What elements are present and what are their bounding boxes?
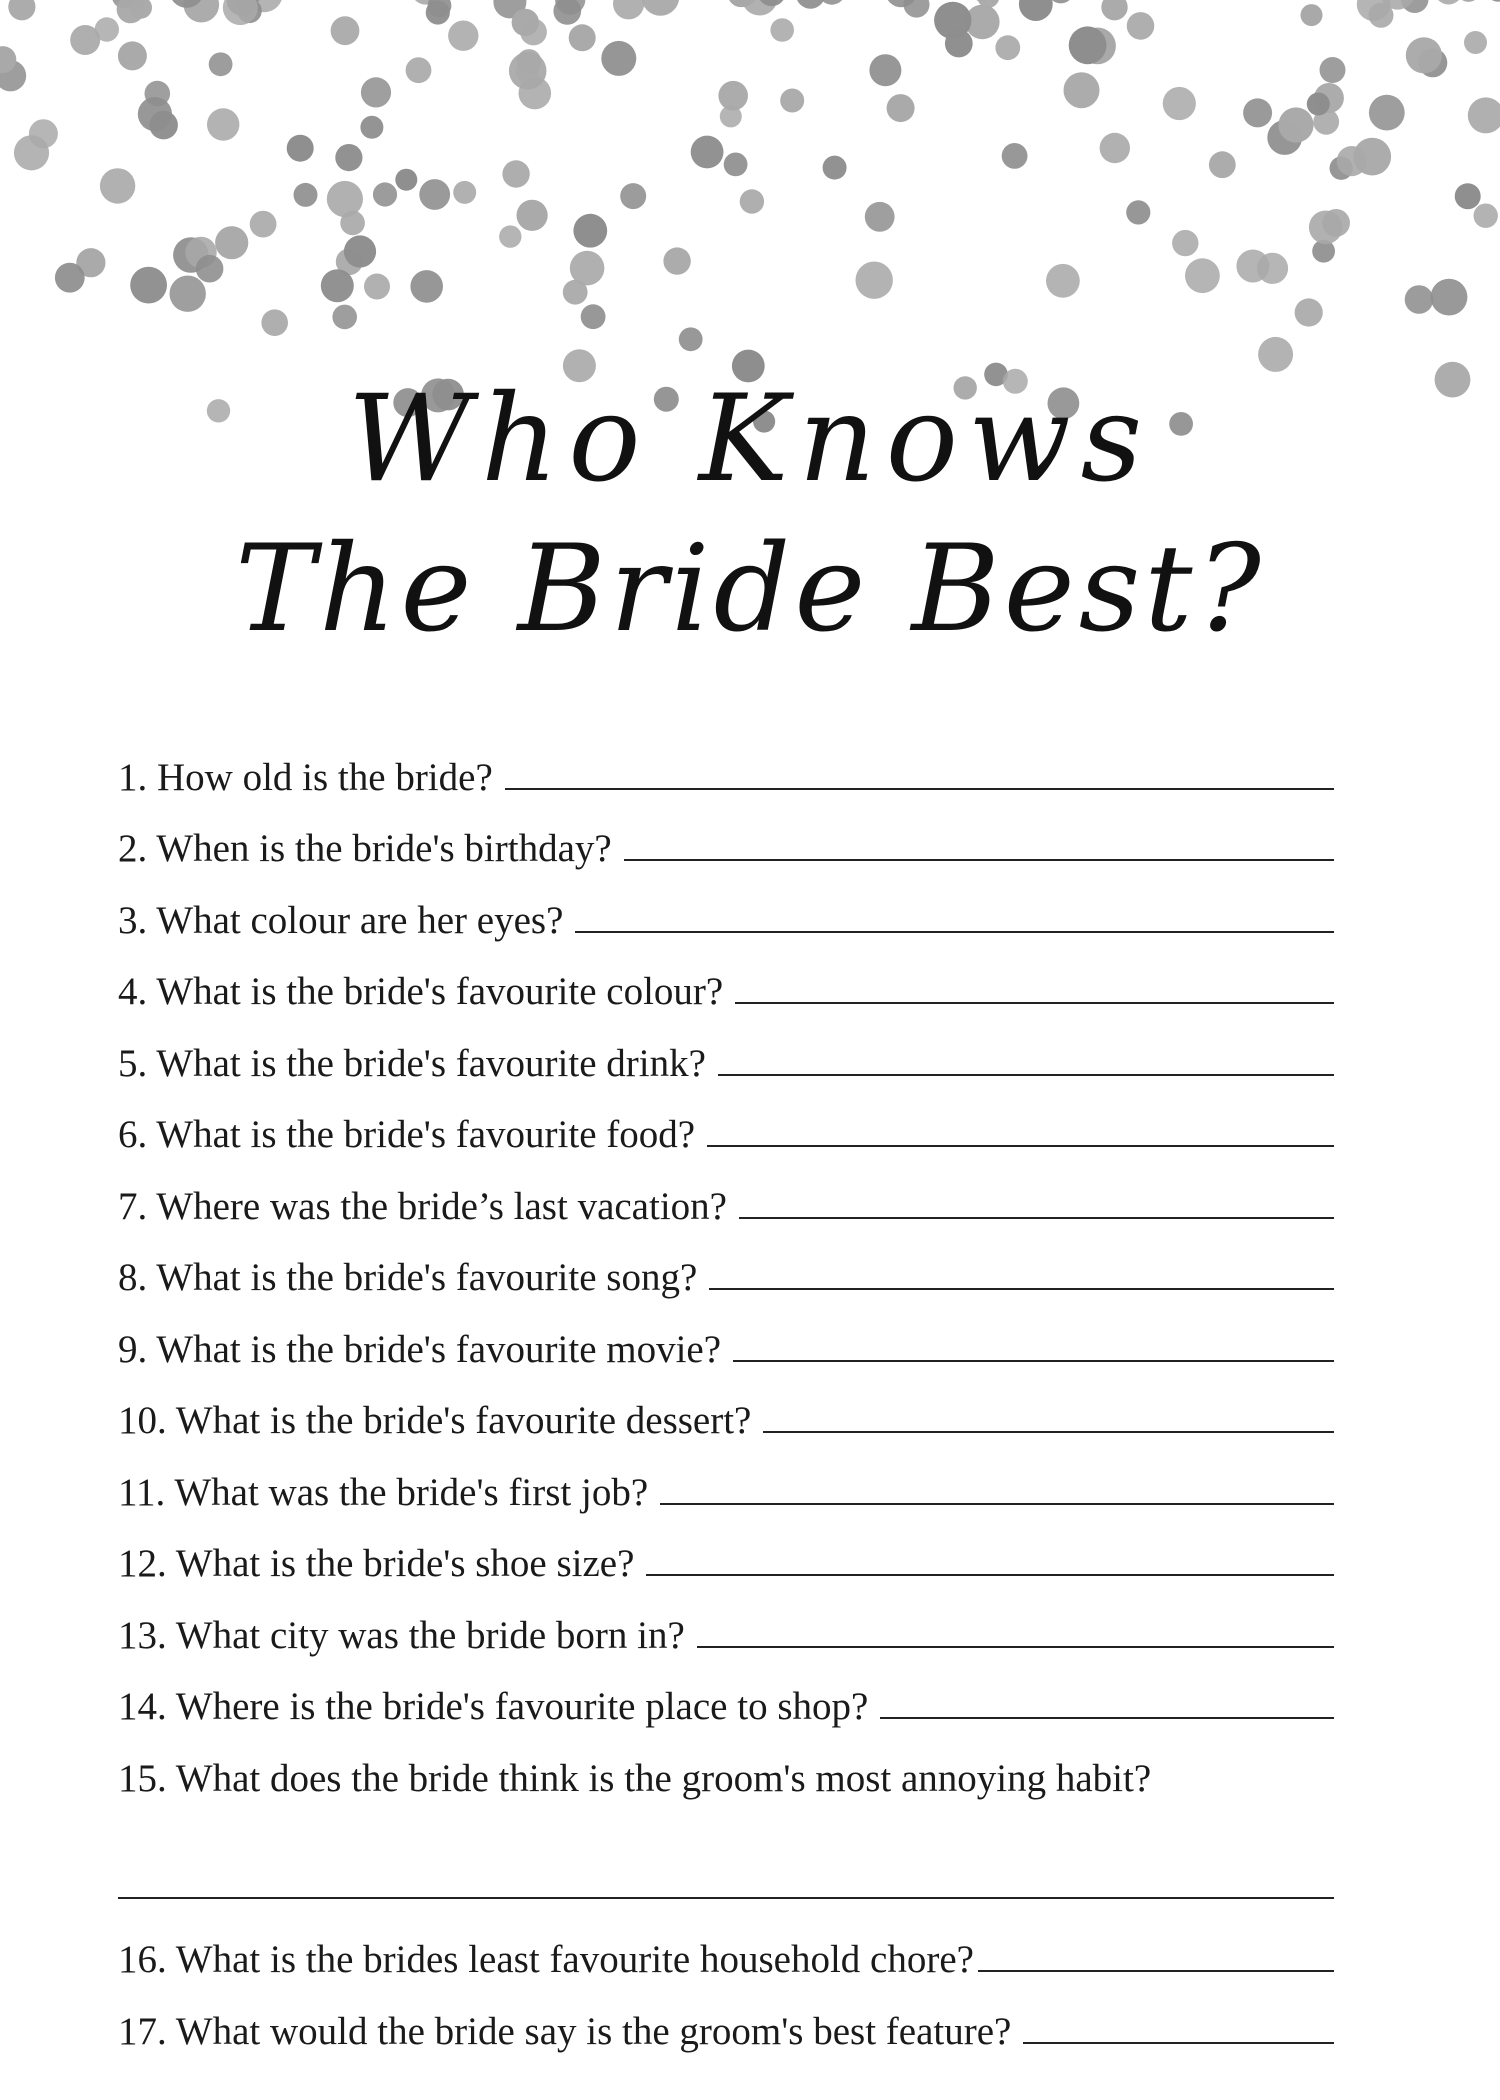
confetti-dot xyxy=(261,309,288,336)
confetti-dot xyxy=(406,57,432,83)
confetti-dot xyxy=(796,0,825,9)
confetti-dot xyxy=(1100,133,1130,163)
confetti-dot xyxy=(502,160,529,187)
confetti-dot xyxy=(1243,98,1272,127)
confetti-dot xyxy=(287,135,314,162)
confetti-dot xyxy=(344,235,376,267)
confetti-dot xyxy=(1064,72,1100,108)
confetti-dot xyxy=(512,9,539,36)
confetti-dot xyxy=(360,116,383,139)
confetti-dot xyxy=(573,214,607,248)
confetti-dot xyxy=(170,276,206,312)
answer-line[interactable] xyxy=(505,788,1334,790)
title-line-1: Who Knows xyxy=(347,370,1153,509)
answer-line[interactable] xyxy=(763,1431,1334,1433)
question-7 xyxy=(118,1157,1334,1229)
confetti-dot xyxy=(1002,143,1028,169)
question-text: 11. What was the bride's first job? xyxy=(118,1470,649,1514)
confetti-dot xyxy=(1163,87,1196,120)
question-text: 9. What is the bride's favourite movie? xyxy=(118,1327,722,1371)
question-15-answer-row xyxy=(118,1801,1334,1911)
confetti-dot xyxy=(207,108,239,140)
confetti-dot xyxy=(215,226,248,259)
confetti-dot xyxy=(1369,95,1405,131)
question-12 xyxy=(118,1515,1334,1587)
confetti-dot xyxy=(1406,37,1442,73)
answer-line[interactable] xyxy=(739,1217,1334,1219)
confetti-dot xyxy=(95,17,119,41)
answer-line[interactable] xyxy=(575,931,1334,933)
confetti-dot xyxy=(740,189,764,213)
answer-line[interactable] xyxy=(118,1897,1334,1899)
confetti-dot xyxy=(130,267,167,304)
confetti-dot xyxy=(335,144,362,171)
question-text: 6. What is the bride's favourite food? xyxy=(118,1113,696,1156)
confetti-dot xyxy=(1468,97,1500,133)
confetti-dot xyxy=(1464,31,1487,54)
confetti-dot xyxy=(1457,0,1481,2)
question-text: 8. What is the bride's favourite song? xyxy=(118,1256,698,1299)
confetti-dot xyxy=(724,153,748,177)
confetti-dot xyxy=(332,305,357,330)
question-text: 15. What does the bride think is the groom's most annoying habit? xyxy=(118,1756,1152,1800)
confetti-dot xyxy=(1434,0,1463,5)
answer-line[interactable] xyxy=(1023,2042,1334,2044)
question-14 xyxy=(118,1658,1334,1730)
confetti-dot xyxy=(718,81,748,111)
question-8 xyxy=(118,1229,1334,1301)
confetti-dot xyxy=(1127,12,1155,40)
confetti-dot xyxy=(364,274,390,300)
question-6 xyxy=(118,1086,1334,1158)
confetti-dot xyxy=(1487,0,1500,2)
question-text: 5. What is the bride's favourite drink? xyxy=(118,1041,706,1085)
confetti-dot xyxy=(1126,200,1150,224)
confetti-dot xyxy=(865,202,895,232)
answer-line[interactable] xyxy=(978,1970,1334,1972)
confetti-dot xyxy=(1307,93,1330,116)
answer-line[interactable] xyxy=(707,1145,1334,1147)
confetti-dot xyxy=(1309,211,1343,245)
confetti-dot xyxy=(770,18,794,42)
question-5 xyxy=(118,1014,1334,1086)
confetti-dot xyxy=(995,35,1020,60)
confetti-dot xyxy=(1337,146,1367,176)
confetti-dot xyxy=(519,77,552,110)
question-text: 2. When is the bride's birthday? xyxy=(118,827,612,870)
confetti-dot xyxy=(563,280,588,305)
question-text: 7. Where was the bride’s last vacation? xyxy=(118,1184,727,1228)
confetti-dot xyxy=(613,0,644,19)
confetti-dot xyxy=(691,136,724,169)
answer-line[interactable] xyxy=(660,1503,1334,1505)
confetti-dot xyxy=(1209,151,1236,178)
confetti-dot xyxy=(138,97,172,131)
confetti-dot xyxy=(209,52,233,76)
confetti-dot xyxy=(419,179,450,210)
confetti-dot xyxy=(29,119,58,148)
question-15 xyxy=(118,1729,1334,1801)
confetti-dot xyxy=(453,181,476,204)
confetti-dot xyxy=(601,41,636,76)
question-1 xyxy=(118,728,1334,800)
answer-line[interactable] xyxy=(624,859,1334,861)
confetti-dot xyxy=(196,255,224,283)
confetti-dot xyxy=(1320,57,1346,83)
confetti-dot xyxy=(426,0,450,24)
confetti-dot xyxy=(569,24,596,51)
confetti-dot xyxy=(1172,230,1198,256)
confetti-dot xyxy=(1101,0,1127,20)
confetti-dot xyxy=(887,94,915,122)
answer-line[interactable] xyxy=(697,1646,1334,1648)
confetti-dot xyxy=(1431,279,1468,316)
confetti-dot xyxy=(327,181,363,217)
question-list xyxy=(118,728,1334,2054)
confetti-dot xyxy=(448,21,478,51)
confetti-dot xyxy=(1236,250,1269,283)
question-text: 16. What is the brides least favourite household chore? xyxy=(118,1938,974,1981)
question-13 xyxy=(118,1586,1334,1658)
page-title xyxy=(0,365,1500,665)
answer-line[interactable] xyxy=(709,1288,1334,1290)
question-4 xyxy=(118,943,1334,1015)
confetti-dot xyxy=(553,0,581,25)
answer-line[interactable] xyxy=(735,1002,1334,1004)
question-text: 14. Where is the bride's favourite place to shop? xyxy=(118,1685,869,1728)
confetti-dot xyxy=(373,182,397,206)
question-text: 1. How old is the bride? xyxy=(118,755,493,799)
confetti-dot xyxy=(499,225,521,247)
question-10 xyxy=(118,1372,1334,1444)
confetti-dot xyxy=(410,270,443,303)
confetti-dot xyxy=(823,156,847,180)
question-text: 12. What is the bride's shoe size? xyxy=(118,1542,635,1585)
confetti-dot xyxy=(331,16,360,45)
question-text: 3. What colour are her eyes? xyxy=(118,898,564,942)
confetti-dot xyxy=(1301,4,1323,26)
confetti-dot xyxy=(1474,204,1498,228)
confetti-dot xyxy=(361,77,391,107)
confetti-dot xyxy=(321,269,354,302)
confetti-dot xyxy=(294,183,318,207)
question-3 xyxy=(118,871,1334,943)
confetti-dot xyxy=(100,168,135,203)
confetti-dot xyxy=(581,304,606,329)
question-text: 13. What city was the bride born in? xyxy=(118,1613,685,1657)
confetti-dot xyxy=(250,211,277,238)
confetti-dot xyxy=(1405,285,1434,314)
question-text: 4. What is the bride's favourite colour? xyxy=(118,970,724,1013)
confetti-dot xyxy=(642,0,680,16)
question-text: 10. What is the bride's favourite dessert? xyxy=(118,1399,752,1442)
question-2 xyxy=(118,800,1334,872)
confetti-dot xyxy=(869,54,901,86)
confetti-dot xyxy=(118,41,147,70)
title-line-2: The Bride Best? xyxy=(235,520,1265,659)
question-11 xyxy=(118,1443,1334,1515)
confetti-dot xyxy=(663,247,690,274)
question-16 xyxy=(118,1911,1334,1983)
confetti-dot xyxy=(780,89,804,113)
confetti-dot xyxy=(1455,183,1481,209)
confetti-dot xyxy=(517,200,548,231)
confetti-dot xyxy=(1069,26,1107,64)
confetti-dot xyxy=(620,183,646,209)
question-17 xyxy=(118,1982,1334,2054)
answer-line[interactable] xyxy=(718,1074,1334,1076)
answer-line[interactable] xyxy=(880,1717,1334,1719)
confetti-dot xyxy=(395,169,417,191)
confetti-dot xyxy=(8,0,35,20)
confetti-dot xyxy=(1278,107,1313,142)
confetti-dot xyxy=(1295,298,1323,326)
confetti-dot xyxy=(55,263,85,293)
confetti-dot xyxy=(1046,264,1080,298)
confetti-dot xyxy=(1185,258,1220,293)
confetti-dot xyxy=(856,262,893,299)
answer-line[interactable] xyxy=(646,1574,1334,1576)
confetti-dot xyxy=(1019,0,1053,21)
question-text: 17. What would the bride say is the groom's best feature? xyxy=(118,2009,1012,2053)
answer-line[interactable] xyxy=(733,1360,1334,1362)
question-9 xyxy=(118,1300,1334,1372)
confetti-dot xyxy=(934,2,971,39)
confetti-dot xyxy=(679,327,703,351)
